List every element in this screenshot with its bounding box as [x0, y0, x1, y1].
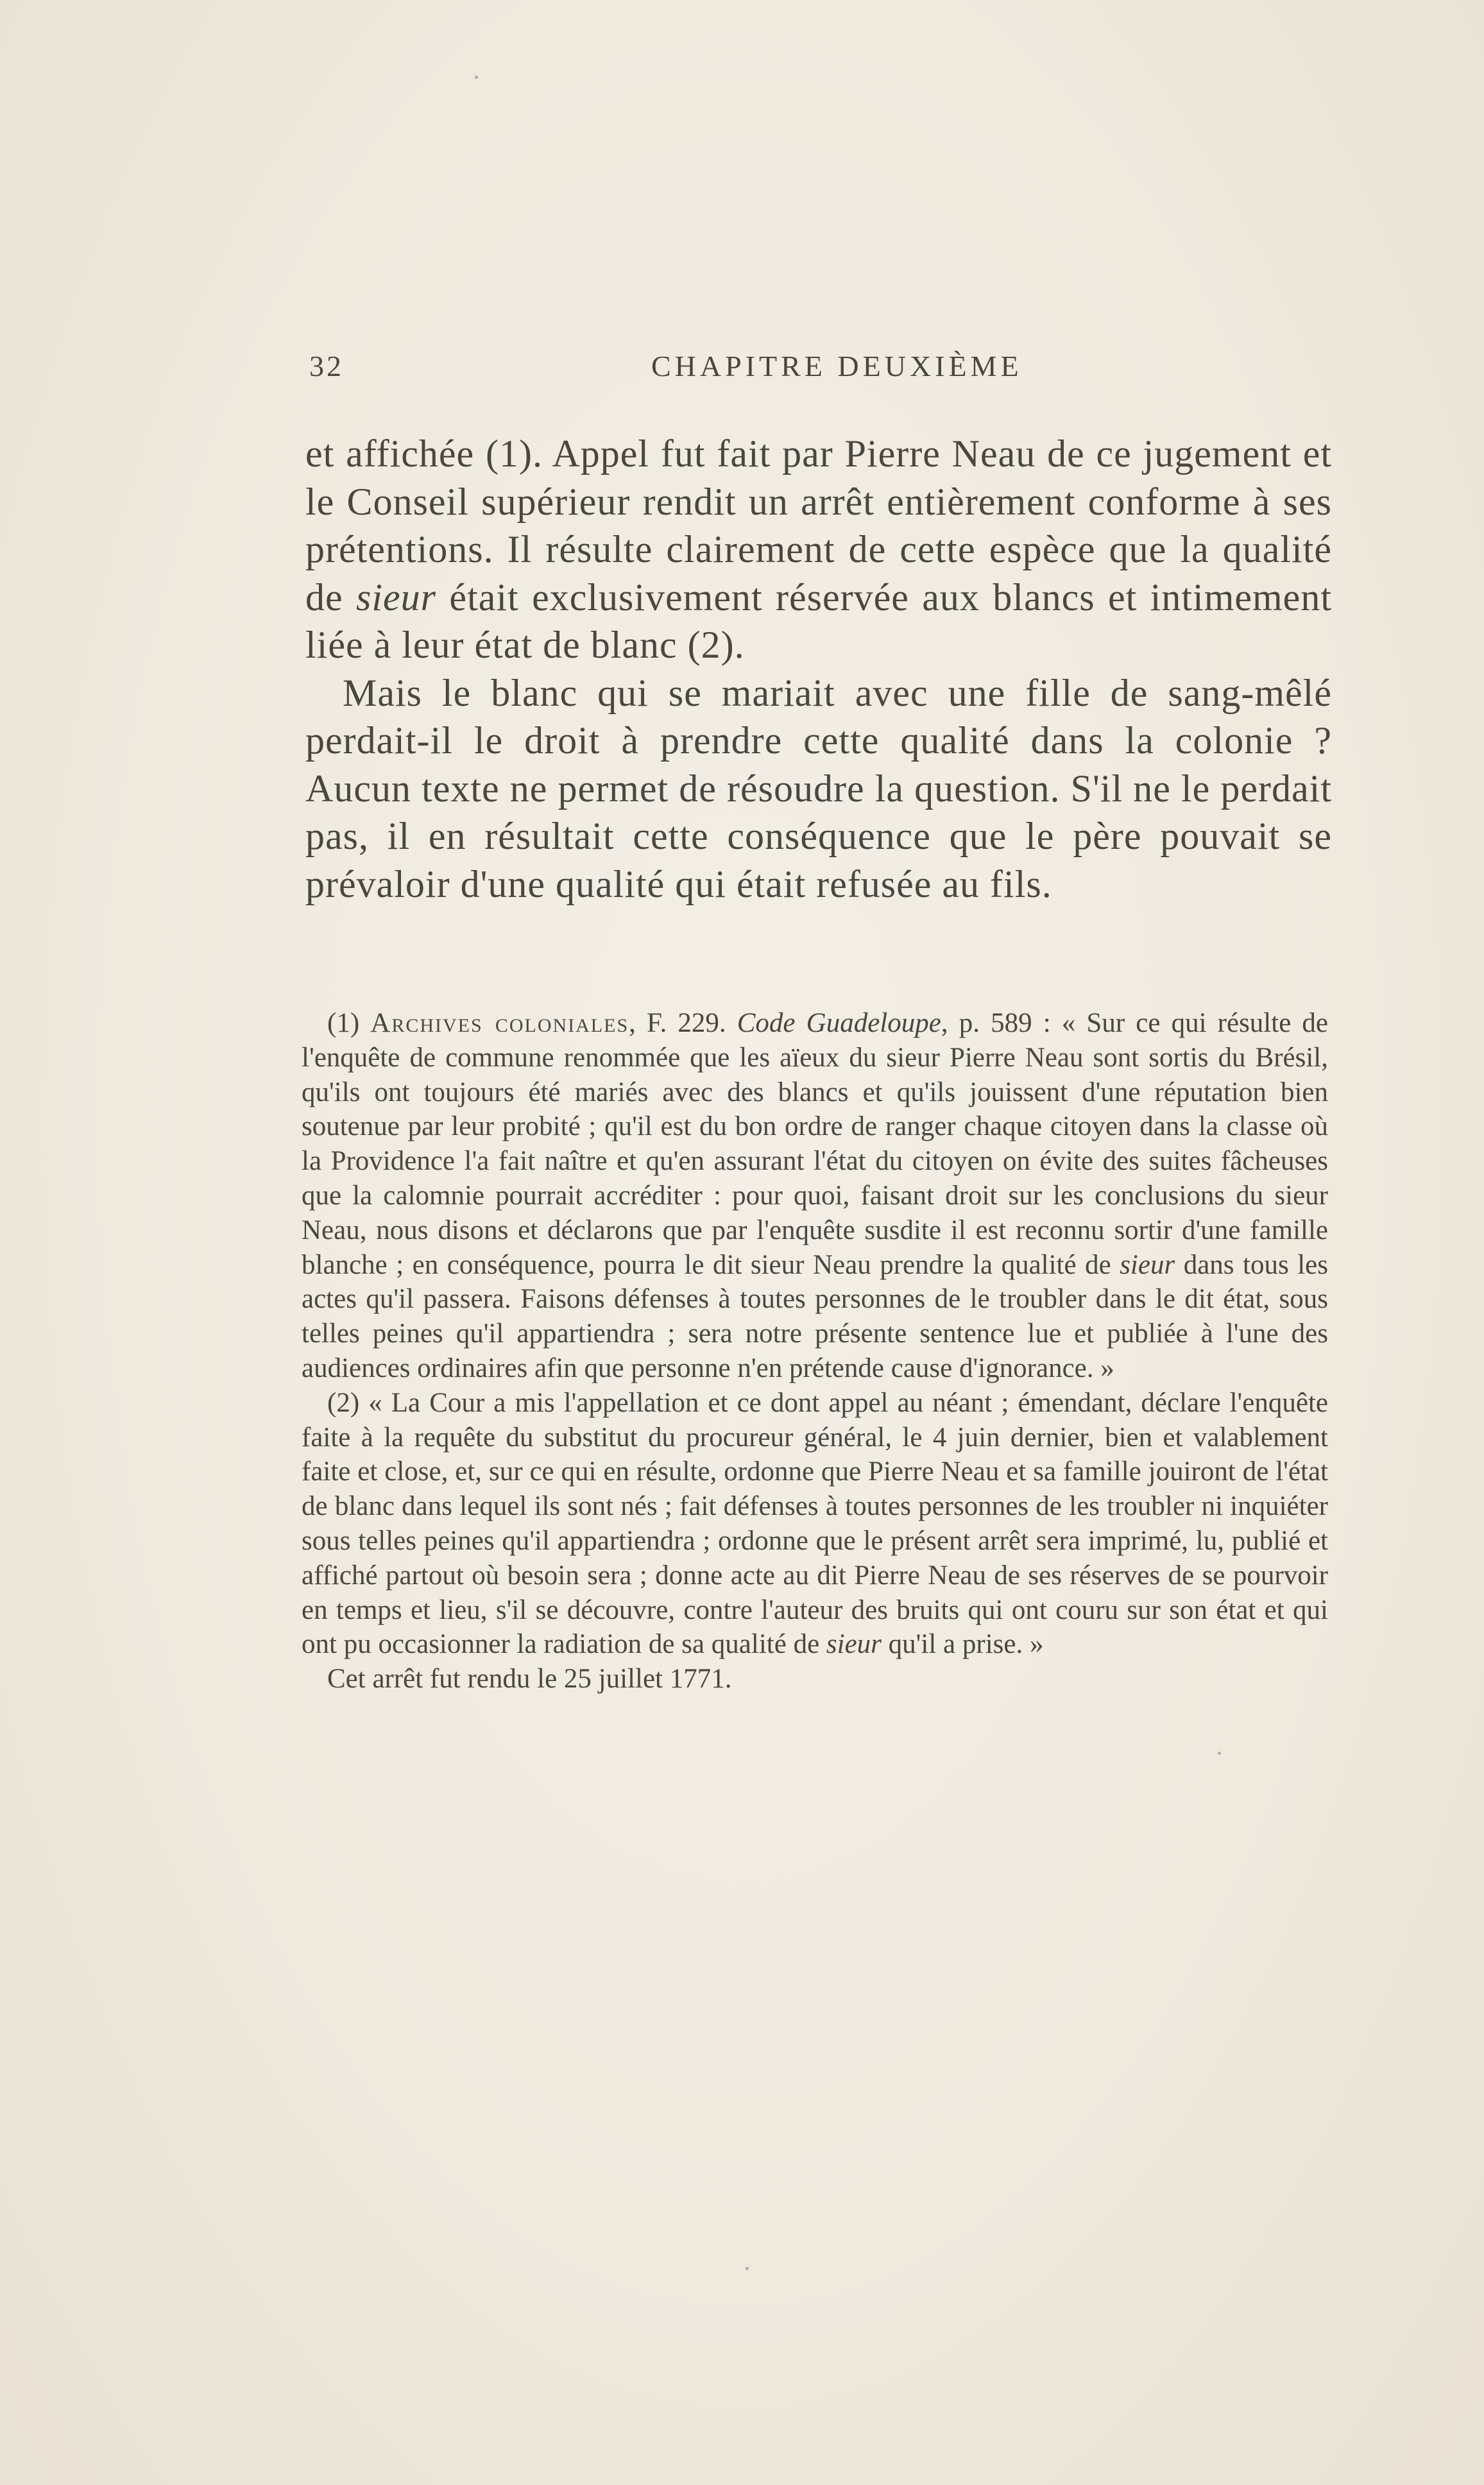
footnote-1: (1) Archives coloniales, F. 229. Code Guadeloupe, p. 589 : « Sur ce qui résulte de l'enquête de commune renommée que les aïeux du sieur Pierre Neau sont sortis du Brésil, qu'ils ont toujours été mariés avec des blancs et qu'ils jouissent d'une réputation bien soutenue par leur probité ; qu'il est du bon ordre de ranger chaque citoyen dans la classe où la Providence l'a fait naître et qu'en assurant l'état du citoyen on évite des suites fâcheuses que la calomnie pourrait accréditer : pour quoi, faisant droit sur les conclusions du sieur Neau, nous disons et déclarons que par l'enquête susdite il est reconnu sortir d'une famille blanche ; en conséquence, pourra le dit sieur Neau prendre la qualité de sieur dans tous les actes qu'il passera. Faisons défenses à toutes personnes de le troubler dans le dit état, sous telles peines qu'il appartiendra ; sera notre présente sentence lue et publiée à l'une des audiences ordinaires afin que personne n'en prétende cause d'ignorance. » — [302, 1008, 1328, 1383]
footnotes — [302, 1006, 1328, 1696]
running-head: CHAPITRE DEUXIÈME — [651, 350, 1023, 382]
paper-speck — [1218, 1752, 1221, 1755]
paper-speck — [475, 76, 478, 79]
page-header — [302, 340, 1328, 391]
page-number: 32 — [309, 350, 344, 382]
footnote-1-code: Code Guadeloupe — [737, 1008, 941, 1038]
footnote-1-source: Archives coloniales — [370, 1008, 629, 1038]
closing-line: Cet arrêt fut rendu le 25 juillet 1771. — [327, 1664, 732, 1695]
paragraph-1: et affichée (1). Appel fut fait par Pierre Neau de ce jugement et le Conseil supérieur rendit un arrêt entièrement conforme à ses prétentions. Il résulte clairement de cette espèce que la qualité de sieur était exclusivement réservée aux blancs et intimement liée à leur état de blanc (2). — [305, 432, 1332, 666]
footnote-1-marker: (1) — [327, 1008, 371, 1038]
footnote-2: (2) « La Cour a mis l'appellation et ce dont appel au néant ; émendant, déclare l'enquête faite à la requête du substitut du procureur général, le 4 juin dernier, bien et valablement faite et close, et, sur ce qui en résulte, ordonne que Pierre Neau et sa famille jouiront de l'état de blanc dans lequel ils sont nés ; fait défenses à toutes personnes de les troubler ni inquiéter sous telles peines qu'il appartiendra ; ordonne que le présent arrêt sera imprimé, lu, publié et affiché partout où besoin sera ; donne acte au dit Pierre Neau de ses réserves de se pourvoir en temps et lieu, s'il se découvre, contre l'auteur des bruits qui ont couru sur son état et qui ont pu occasionner la radiation de sa qualité de sieur qu'il a prise. » — [302, 1387, 1328, 1660]
paper-speck — [746, 2267, 749, 2270]
main-text — [305, 430, 1332, 908]
italic-term: sieur — [356, 576, 437, 619]
paragraph-2: Mais le blanc qui se mariait avec une fille de sang-mêlé perdait-il le droit à prendre cette qualité dans la colonie ? Aucun texte ne permet de résoudre la question. S'il ne le perdait pas, il en résultait cette conséquence que le père pouvait se prévaloir d'une qualité qui était refusée au fils. — [305, 671, 1332, 905]
